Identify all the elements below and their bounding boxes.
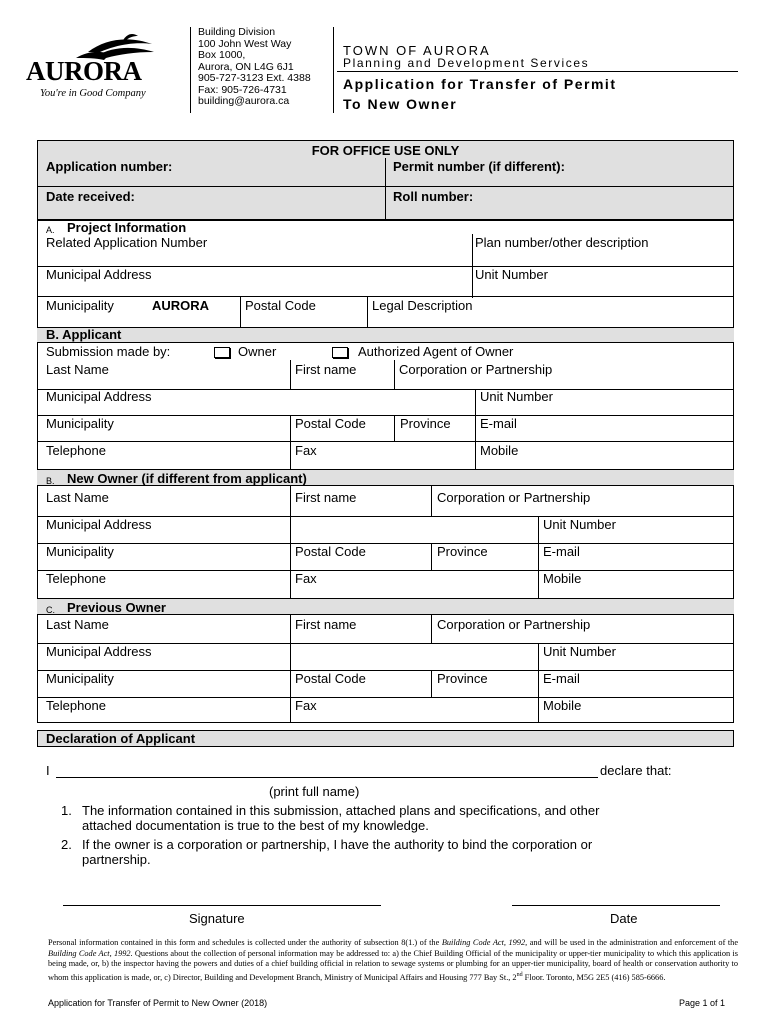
applicant-municipal-address[interactable]: Municipal Address — [46, 389, 152, 404]
agent-label: Authorized Agent of Owner — [358, 344, 514, 359]
date-label: Date — [610, 911, 638, 926]
new-owner-province[interactable]: Province — [437, 544, 488, 559]
previous-owner-unit-number[interactable]: Unit Number — [543, 644, 616, 659]
applicant-mobile[interactable]: Mobile — [480, 443, 519, 458]
footer-form-name: Application for Transfer of Permit to New Owner (2018) — [48, 998, 268, 1008]
previous-owner-municipality[interactable]: Municipality — [46, 671, 114, 686]
agent-checkbox[interactable] — [332, 347, 348, 358]
declaration-title: Declaration of Applicant — [46, 731, 196, 746]
applicant-postal-code[interactable]: Postal Code — [295, 416, 366, 431]
applicant-fax[interactable]: Fax — [295, 443, 317, 458]
previous-owner-fax[interactable]: Fax — [295, 698, 317, 713]
project-postal-code[interactable]: Postal Code — [245, 298, 316, 313]
project-municipality-value: AURORA — [152, 298, 210, 313]
new-owner-last-name[interactable]: Last Name — [46, 490, 109, 505]
form-title-line2: To New Owner — [343, 96, 458, 112]
previous-owner-telephone[interactable]: Telephone — [46, 698, 106, 713]
new-owner-first-name[interactable]: First name — [295, 490, 357, 505]
previous-owner-province[interactable]: Province — [437, 671, 488, 686]
new-owner-corporation[interactable]: Corporation or Partnership — [437, 490, 591, 505]
logo-tagline: You're in Good Company — [40, 88, 146, 99]
logo-word: AURORA — [26, 56, 142, 86]
signature-line[interactable] — [63, 905, 381, 906]
project-municipal-address[interactable]: Municipal Address — [46, 267, 152, 282]
owner-label: Owner — [238, 344, 277, 359]
date-line[interactable] — [512, 905, 720, 906]
plan-number[interactable]: Plan number/other description — [475, 235, 649, 250]
applicant-telephone[interactable]: Telephone — [46, 443, 106, 458]
section-b-title: B. Applicant — [46, 327, 122, 342]
print-full-name: (print full name) — [269, 784, 360, 799]
new-owner-postal-code[interactable]: Postal Code — [295, 544, 366, 559]
applicant-first-name[interactable]: First name — [295, 362, 357, 377]
new-owner-fax[interactable]: Fax — [295, 571, 317, 586]
signature-label: Signature — [189, 911, 245, 926]
project-municipality: Municipality — [46, 298, 114, 313]
new-owner-mobile[interactable]: Mobile — [543, 571, 582, 586]
town-name: TOWN OF AURORA — [343, 43, 491, 58]
legal-description[interactable]: Legal Description — [372, 298, 473, 313]
applicant-corporation[interactable]: Corporation or Partnership — [399, 362, 553, 377]
applicant-unit-number[interactable]: Unit Number — [480, 389, 553, 404]
previous-owner-title: Previous Owner — [67, 600, 166, 615]
applicant-province[interactable]: Province — [400, 416, 451, 431]
page-number: Page 1 of 1 — [679, 998, 726, 1008]
form-title-line1: Application for Transfer of Permit — [343, 76, 617, 92]
department-name: Planning and Development Services — [343, 56, 590, 70]
declaration-item-1: The information contained in this submission, attached plans and specifications, and other — [82, 803, 600, 818]
roll-number-label: Roll number: — [393, 189, 474, 204]
full-name-line[interactable] — [56, 777, 598, 778]
previous-owner-first-name[interactable]: First name — [295, 617, 357, 632]
new-owner-email[interactable]: E-mail — [543, 544, 580, 559]
previous-owner-last-name[interactable]: Last Name — [46, 617, 109, 632]
declare-that: declare that: — [600, 763, 672, 778]
previous-owner-mobile[interactable]: Mobile — [543, 698, 582, 713]
new-owner-municipality[interactable]: Municipality — [46, 544, 114, 559]
header-divider — [190, 27, 191, 113]
section-a-title: Project Information — [67, 220, 187, 235]
office-use-title: FOR OFFICE USE ONLY — [311, 143, 460, 158]
aurora-logo — [26, 30, 176, 105]
previous-owner-municipal-address[interactable]: Municipal Address — [46, 644, 152, 659]
header-divider — [333, 27, 334, 113]
previous-owner-postal-code[interactable]: Postal Code — [295, 671, 366, 686]
title-rule — [337, 71, 738, 72]
previous-owner-email[interactable]: E-mail — [543, 671, 580, 686]
date-received-label: Date received: — [46, 189, 135, 204]
applicant-last-name[interactable]: Last Name — [46, 362, 109, 377]
owner-checkbox[interactable] — [214, 347, 230, 358]
applicant-email[interactable]: E-mail — [480, 416, 517, 431]
new-owner-telephone[interactable]: Telephone — [46, 571, 106, 586]
project-unit-number[interactable]: Unit Number — [475, 267, 548, 282]
previous-owner-corporation[interactable]: Corporation or Partnership — [437, 617, 591, 632]
new-owner-title: New Owner (if different from applicant) — [67, 471, 307, 486]
related-application-number[interactable]: Related Application Number — [46, 235, 208, 250]
application-number-label: Application number: — [46, 159, 173, 174]
privacy-notice: Personal information contained in this form and schedules is collected under the authority of subsection 8(1.) of the Building Code Act, 1992, and will be used in the administration and enforcement of the Building Code Act, 1992. Questions about the collection of personal information may be addressed to: a) the Chief Building Official of the municipality or upper-tier municipality to which this application is being made, or, b) the inspector having the powers and duties of a chief building official in relation to sewage systems or plumbing for an upper-tier municipality, board of health or conservation authority to whom this application is made, or, c) Director, Building and Development Branch, Ministry of Municipal Affairs and Housing 777 Bay St., 2nd Floor. Toronto, M5G 2E5 (416) 585-6666. — [48, 938, 739, 982]
applicant-municipality[interactable]: Municipality — [46, 416, 114, 431]
submission-made-by: Submission made by: — [46, 344, 171, 359]
declaration-item-2: If the owner is a corporation or partnership, I have the authority to bind the corporation or — [82, 837, 593, 852]
new-owner-municipal-address[interactable]: Municipal Address — [46, 517, 152, 532]
permit-number-label: Permit number (if different): — [393, 159, 565, 174]
division-address: Building Division 100 John West Way Box 1000, Aurora, ON L4G 6J1 905-727-3123 Ext. 4388 Fax: 905-726-4731 building@aurora.ca — [198, 26, 311, 107]
new-owner-unit-number[interactable]: Unit Number — [543, 517, 616, 532]
